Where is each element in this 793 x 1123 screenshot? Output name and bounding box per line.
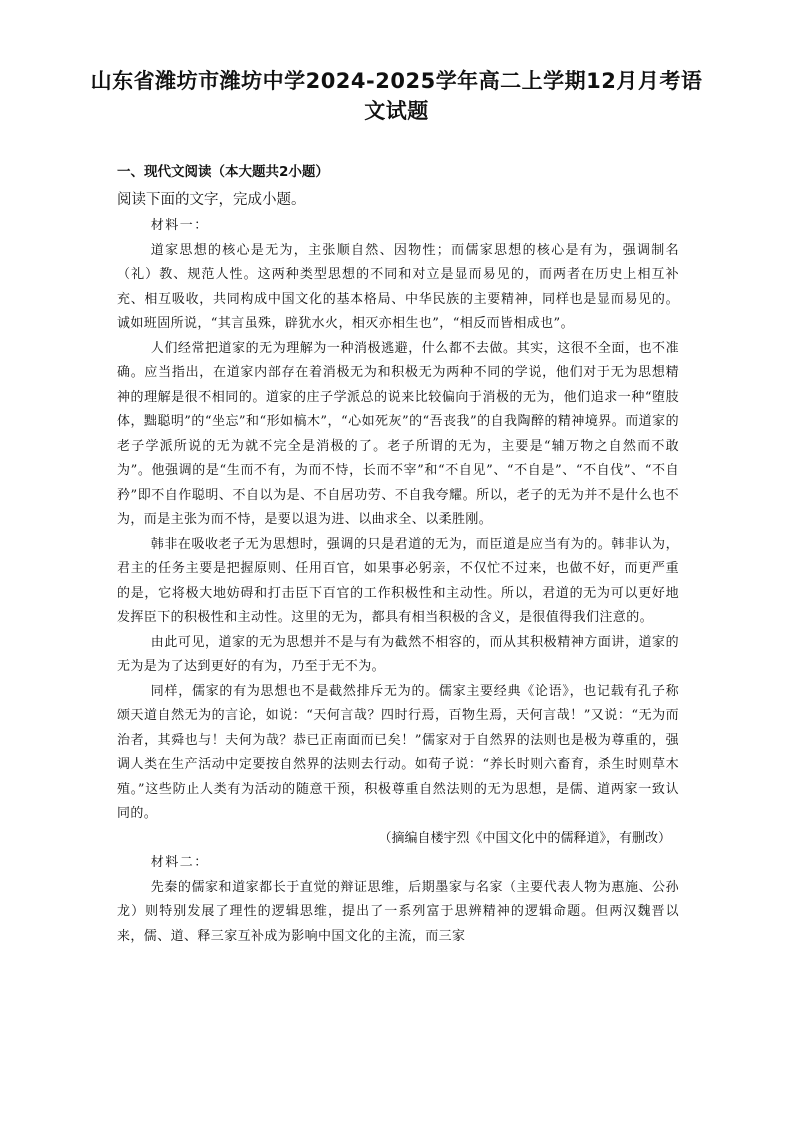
section-heading: 一、现代文阅读（本大题共2小题） xyxy=(117,164,329,180)
material-1-paragraph: 韩非在吸收老子无为思想时，强调的只是君道的无为，而臣道是应当有为的。韩非认为，君主的任务主要是把握原则、任用百官，如果事必躬亲，不仅忙不过来，也做不好，而更严重的是，它将极大地妨碍和打击臣下百官的工作积极性和主动性。所以，君道的无为可以更好地发挥臣下的积极性和主动性。这里的无为，都具有相当积极的含义，是很值得我们注意的。 xyxy=(117,536,679,625)
material-1-paragraph: 人们经常把道家的无为理解为一种消极逃避，什么都不去做。其实，这很不全面，也不准确。应当指出，在道家内部存在着消极无为和积极无为两种不同的学说，他们对于无为思想精神的理解是很不相同的。道家的庄子学派总的说来比较偏向于消极的无为，他们追求一种“堕肢体，黜聪明”的“坐忘”和“形如槁木”，“心如死灰”的“吾丧我”的自我陶醉的精神境界。而道家的老子学派所说的无为就不完全是消极的了。老子所谓的无为，主要是“辅万物之自然而不敢为”。他强调的是“生而不有，为而不恃，长而不宰”和“不自见”、“不自是”、“不自伐”、“不自矜”即不自作聪明、不自以为是、不自居功劳、不自我夸耀。所以，老子的无为并不是什么也不为，而是主张为而不恃，是要以退为进、以曲求全、以柔胜刚。 xyxy=(117,340,679,527)
material-2-label: 材料二： xyxy=(150,855,209,870)
reading-instruction: 阅读下面的文字，完成小题。 xyxy=(117,192,306,208)
material-1-paragraph: 道家思想的核心是无为，主张顺自然、因物性；而儒家思想的核心是有为，强调制名（礼）教、规范人性。这两种类型思想的不同和对立是显而易见的，而两者在历史上相互补充、相互吸收，共同构成中国文化的基本格局、中华民族的主要精神，同样也是显而易见的。诚如班固所说，“其言虽殊，辟犹水火，相灭亦相生也”，“相反而皆相成也”。 xyxy=(117,242,679,331)
reading-passage xyxy=(117,214,679,949)
document-title: 山东省潍坊市潍坊中学2024-2025学年高二上学期12月月考语文试题 xyxy=(90,69,703,123)
material-1-paragraph: 由此可见，道家的无为思想并不是与有为截然不相容的，而从其积极精神方面讲，道家的无为是为了达到更好的有为，乃至于无不为。 xyxy=(117,634,679,674)
material-1-paragraph: 同样，儒家的有为思想也不是截然排斥无为的。儒家主要经典《论语》，也记载有孔子称颂天道自然无为的言论，如说：“天何言哉？四时行焉，百物生焉，天何言哉！”又说：“无为而治者，其舜也与！夫何为哉？恭已正南面而已矣！”儒家对于自然界的法则也是极为尊重的，强调人类在生产活动中定要按自然界的法则去行动。如荀子说：“养长时则六畜育，杀生时则草木殖。”这些防止人类有为活动的随意干预，积极尊重自然法则的无为思想，是儒、道两家一致认同的。 xyxy=(117,683,679,821)
material-2-paragraph: 先秦的儒家和道家都长于直觉的辩证思维，后期墨家与名家（主要代表人物为惠施、公孙龙）则特别发展了理性的逻辑思维，提出了一系列富于思辨精神的逻辑命题。但两汉魏晋以来，儒、道、释三家互补成为影响中国文化的主流，而三家 xyxy=(117,879,679,944)
material-1-source: （摘编自楼宇烈《中国文化中的儒释道》，有删改） xyxy=(378,830,671,846)
material-1-label: 材料一： xyxy=(150,218,209,233)
